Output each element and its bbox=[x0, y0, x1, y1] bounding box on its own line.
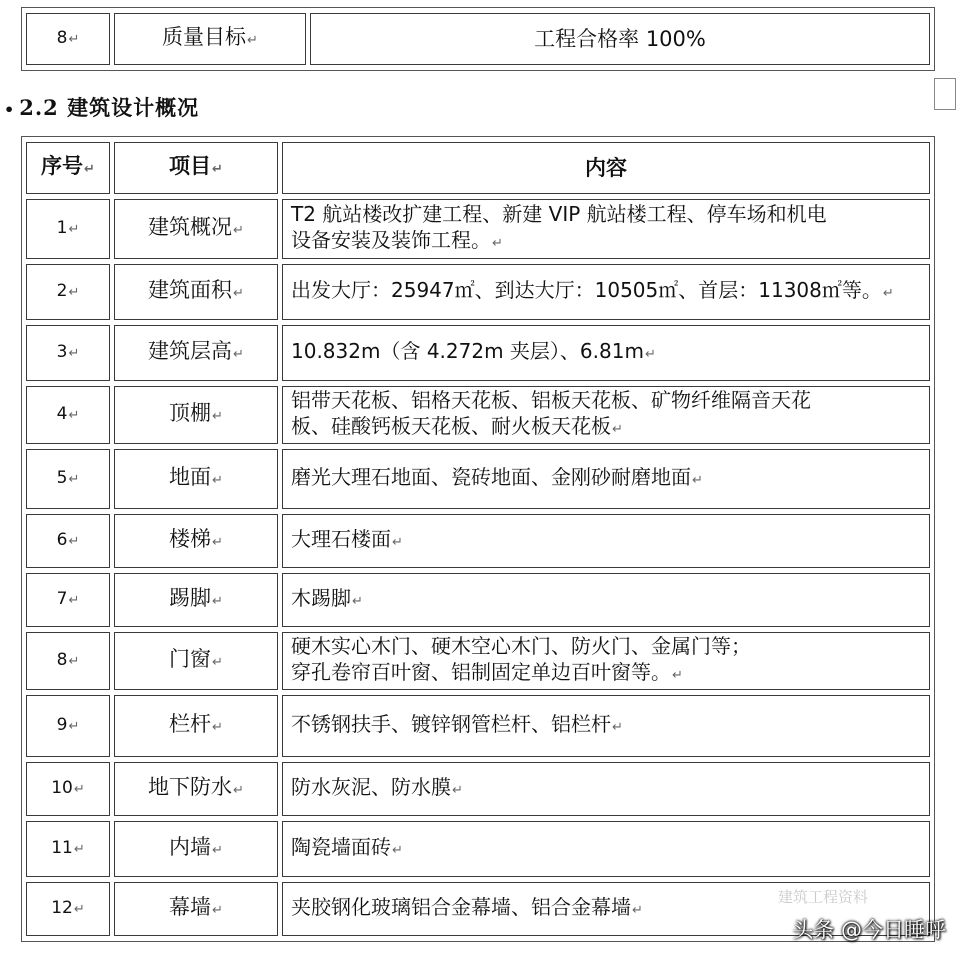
paragraph-mark: ↵ bbox=[882, 286, 894, 301]
table-row bbox=[26, 386, 930, 444]
paragraph-mark: ↵ bbox=[68, 408, 80, 423]
table-row bbox=[26, 199, 930, 259]
row-content: 木踢脚↵ bbox=[282, 573, 930, 627]
table-row bbox=[26, 632, 930, 690]
heading-bullet: • bbox=[4, 100, 16, 119]
paragraph-mark: ↵ bbox=[212, 594, 223, 609]
paragraph-mark: ↵ bbox=[68, 593, 80, 608]
row-item: 门窗↵ bbox=[114, 632, 278, 690]
watermark-faint: 建筑工程资料 bbox=[778, 888, 869, 906]
page-corner-marker bbox=[934, 78, 956, 110]
row-content: 陶瓷墙面砖↵ bbox=[282, 821, 930, 877]
paragraph-mark: ↵ bbox=[392, 843, 403, 858]
row-number: 7↵ bbox=[26, 573, 110, 627]
row-number: 6↵ bbox=[26, 514, 110, 568]
paragraph-mark: ↵ bbox=[233, 286, 244, 301]
column-header: 内容 bbox=[282, 142, 930, 194]
row-number: 3↵ bbox=[26, 325, 110, 381]
paragraph-mark: ↵ bbox=[212, 655, 223, 670]
table-row bbox=[26, 13, 930, 65]
row-content: 大理石楼面↵ bbox=[282, 514, 930, 568]
paragraph-mark: ↵ bbox=[212, 473, 223, 488]
paragraph-mark: ↵ bbox=[73, 902, 85, 917]
paragraph-mark: ↵ bbox=[212, 409, 223, 424]
row-number: 1↵ bbox=[26, 199, 110, 259]
paragraph-mark: ↵ bbox=[212, 843, 223, 858]
row-item: 建筑层高↵ bbox=[114, 325, 278, 381]
row-number: 5↵ bbox=[26, 449, 110, 509]
row-content: 不锈钢扶手、镀锌钢管栏杆、铝栏杆↵ bbox=[282, 695, 930, 757]
row-content: T2 航站楼改扩建工程、新建 VIP 航站楼工程、停车场和机电 设备安装及装饰工程。↵ bbox=[282, 199, 930, 259]
row-item: 地面↵ bbox=[114, 449, 278, 509]
row-content: 工程合格率 100% bbox=[310, 13, 930, 65]
paragraph-mark: ↵ bbox=[212, 535, 223, 550]
paragraph-mark: ↵ bbox=[68, 654, 80, 669]
table-row bbox=[26, 514, 930, 568]
table-row bbox=[26, 449, 930, 509]
row-item: 质量目标↵ bbox=[114, 13, 306, 65]
watermark: 头条 @今日睡呼 bbox=[792, 918, 946, 942]
paragraph-mark: ↵ bbox=[644, 347, 656, 362]
table-row bbox=[26, 821, 930, 877]
section-heading bbox=[4, 92, 199, 122]
column-header: 序号↵ bbox=[26, 142, 110, 194]
row-item: 幕墙↵ bbox=[114, 882, 278, 936]
row-number: 12↵ bbox=[26, 882, 110, 936]
paragraph-mark: ↵ bbox=[68, 719, 80, 734]
table-header-row bbox=[26, 142, 930, 194]
row-item: 建筑概况↵ bbox=[114, 199, 278, 259]
paragraph-mark: ↵ bbox=[68, 285, 80, 300]
row-item: 顶棚↵ bbox=[114, 386, 278, 444]
design-overview-table bbox=[22, 137, 934, 941]
table-row bbox=[26, 325, 930, 381]
paragraph-mark: ↵ bbox=[352, 594, 363, 609]
row-item: 地下防水↵ bbox=[114, 762, 278, 816]
paragraph-mark: ↵ bbox=[212, 903, 223, 918]
paragraph-mark: ↵ bbox=[612, 422, 623, 437]
paragraph-mark: ↵ bbox=[492, 236, 503, 251]
row-number: 11↵ bbox=[26, 821, 110, 877]
row-content: 出发大厅：25947㎡、到达大厅：10505㎡、首层：11308㎡等。↵ bbox=[282, 264, 930, 320]
paragraph-mark: ↵ bbox=[233, 783, 244, 798]
row-number: 9↵ bbox=[26, 695, 110, 757]
paragraph-mark: ↵ bbox=[73, 782, 85, 797]
paragraph-mark: ↵ bbox=[68, 222, 80, 237]
row-content: 磨光大理石地面、瓷砖地面、金刚砂耐磨地面↵ bbox=[282, 449, 930, 509]
row-number: 8↵ bbox=[26, 632, 110, 690]
column-header: 项目↵ bbox=[114, 142, 278, 194]
table-row bbox=[26, 573, 930, 627]
row-number: 8↵ bbox=[26, 13, 110, 65]
paragraph-mark: ↵ bbox=[612, 720, 623, 735]
paragraph-mark: ↵ bbox=[392, 535, 403, 550]
row-content: 夹胶钢化玻璃铝合金幕墙、铝合金幕墙↵ bbox=[282, 882, 930, 936]
row-item: 栏杆↵ bbox=[114, 695, 278, 757]
row-content: 10.832m（含 4.272m 夹层）、6.81m↵ bbox=[282, 325, 930, 381]
heading-text: 2.2 建筑设计概况 bbox=[19, 95, 200, 120]
paragraph-mark: ↵ bbox=[233, 347, 244, 362]
quality-table bbox=[22, 8, 934, 70]
row-content: 硬木实心木门、硬木空心木门、防火门、金属门等； 穿孔卷帘百叶窗、铝制固定单边百叶窗等。↵ bbox=[282, 632, 930, 690]
paragraph-mark: ↵ bbox=[233, 223, 244, 238]
row-item: 楼梯↵ bbox=[114, 514, 278, 568]
paragraph-mark: ↵ bbox=[632, 903, 643, 918]
paragraph-mark: ↵ bbox=[73, 842, 85, 857]
table-row bbox=[26, 695, 930, 757]
row-content: 防水灰泥、防水膜↵ bbox=[282, 762, 930, 816]
row-item: 建筑面积↵ bbox=[114, 264, 278, 320]
row-item: 内墙↵ bbox=[114, 821, 278, 877]
row-number: 4↵ bbox=[26, 386, 110, 444]
table-row bbox=[26, 762, 930, 816]
row-item: 踢脚↵ bbox=[114, 573, 278, 627]
row-number: 2↵ bbox=[26, 264, 110, 320]
paragraph-mark: ↵ bbox=[212, 720, 223, 735]
row-content: 铝带天花板、铝格天花板、铝板天花板、矿物纤维隔音天花 板、硅酸钙板天花板、耐火板天花板↵ bbox=[282, 386, 930, 444]
paragraph-mark: ↵ bbox=[68, 472, 80, 487]
paragraph-mark: ↵ bbox=[452, 783, 463, 798]
paragraph-mark: ↵ bbox=[68, 534, 80, 549]
paragraph-mark: ↵ bbox=[68, 346, 80, 361]
row-number: 10↵ bbox=[26, 762, 110, 816]
paragraph-mark: ↵ bbox=[692, 473, 703, 488]
table-row bbox=[26, 264, 930, 320]
paragraph-mark: ↵ bbox=[672, 668, 683, 683]
